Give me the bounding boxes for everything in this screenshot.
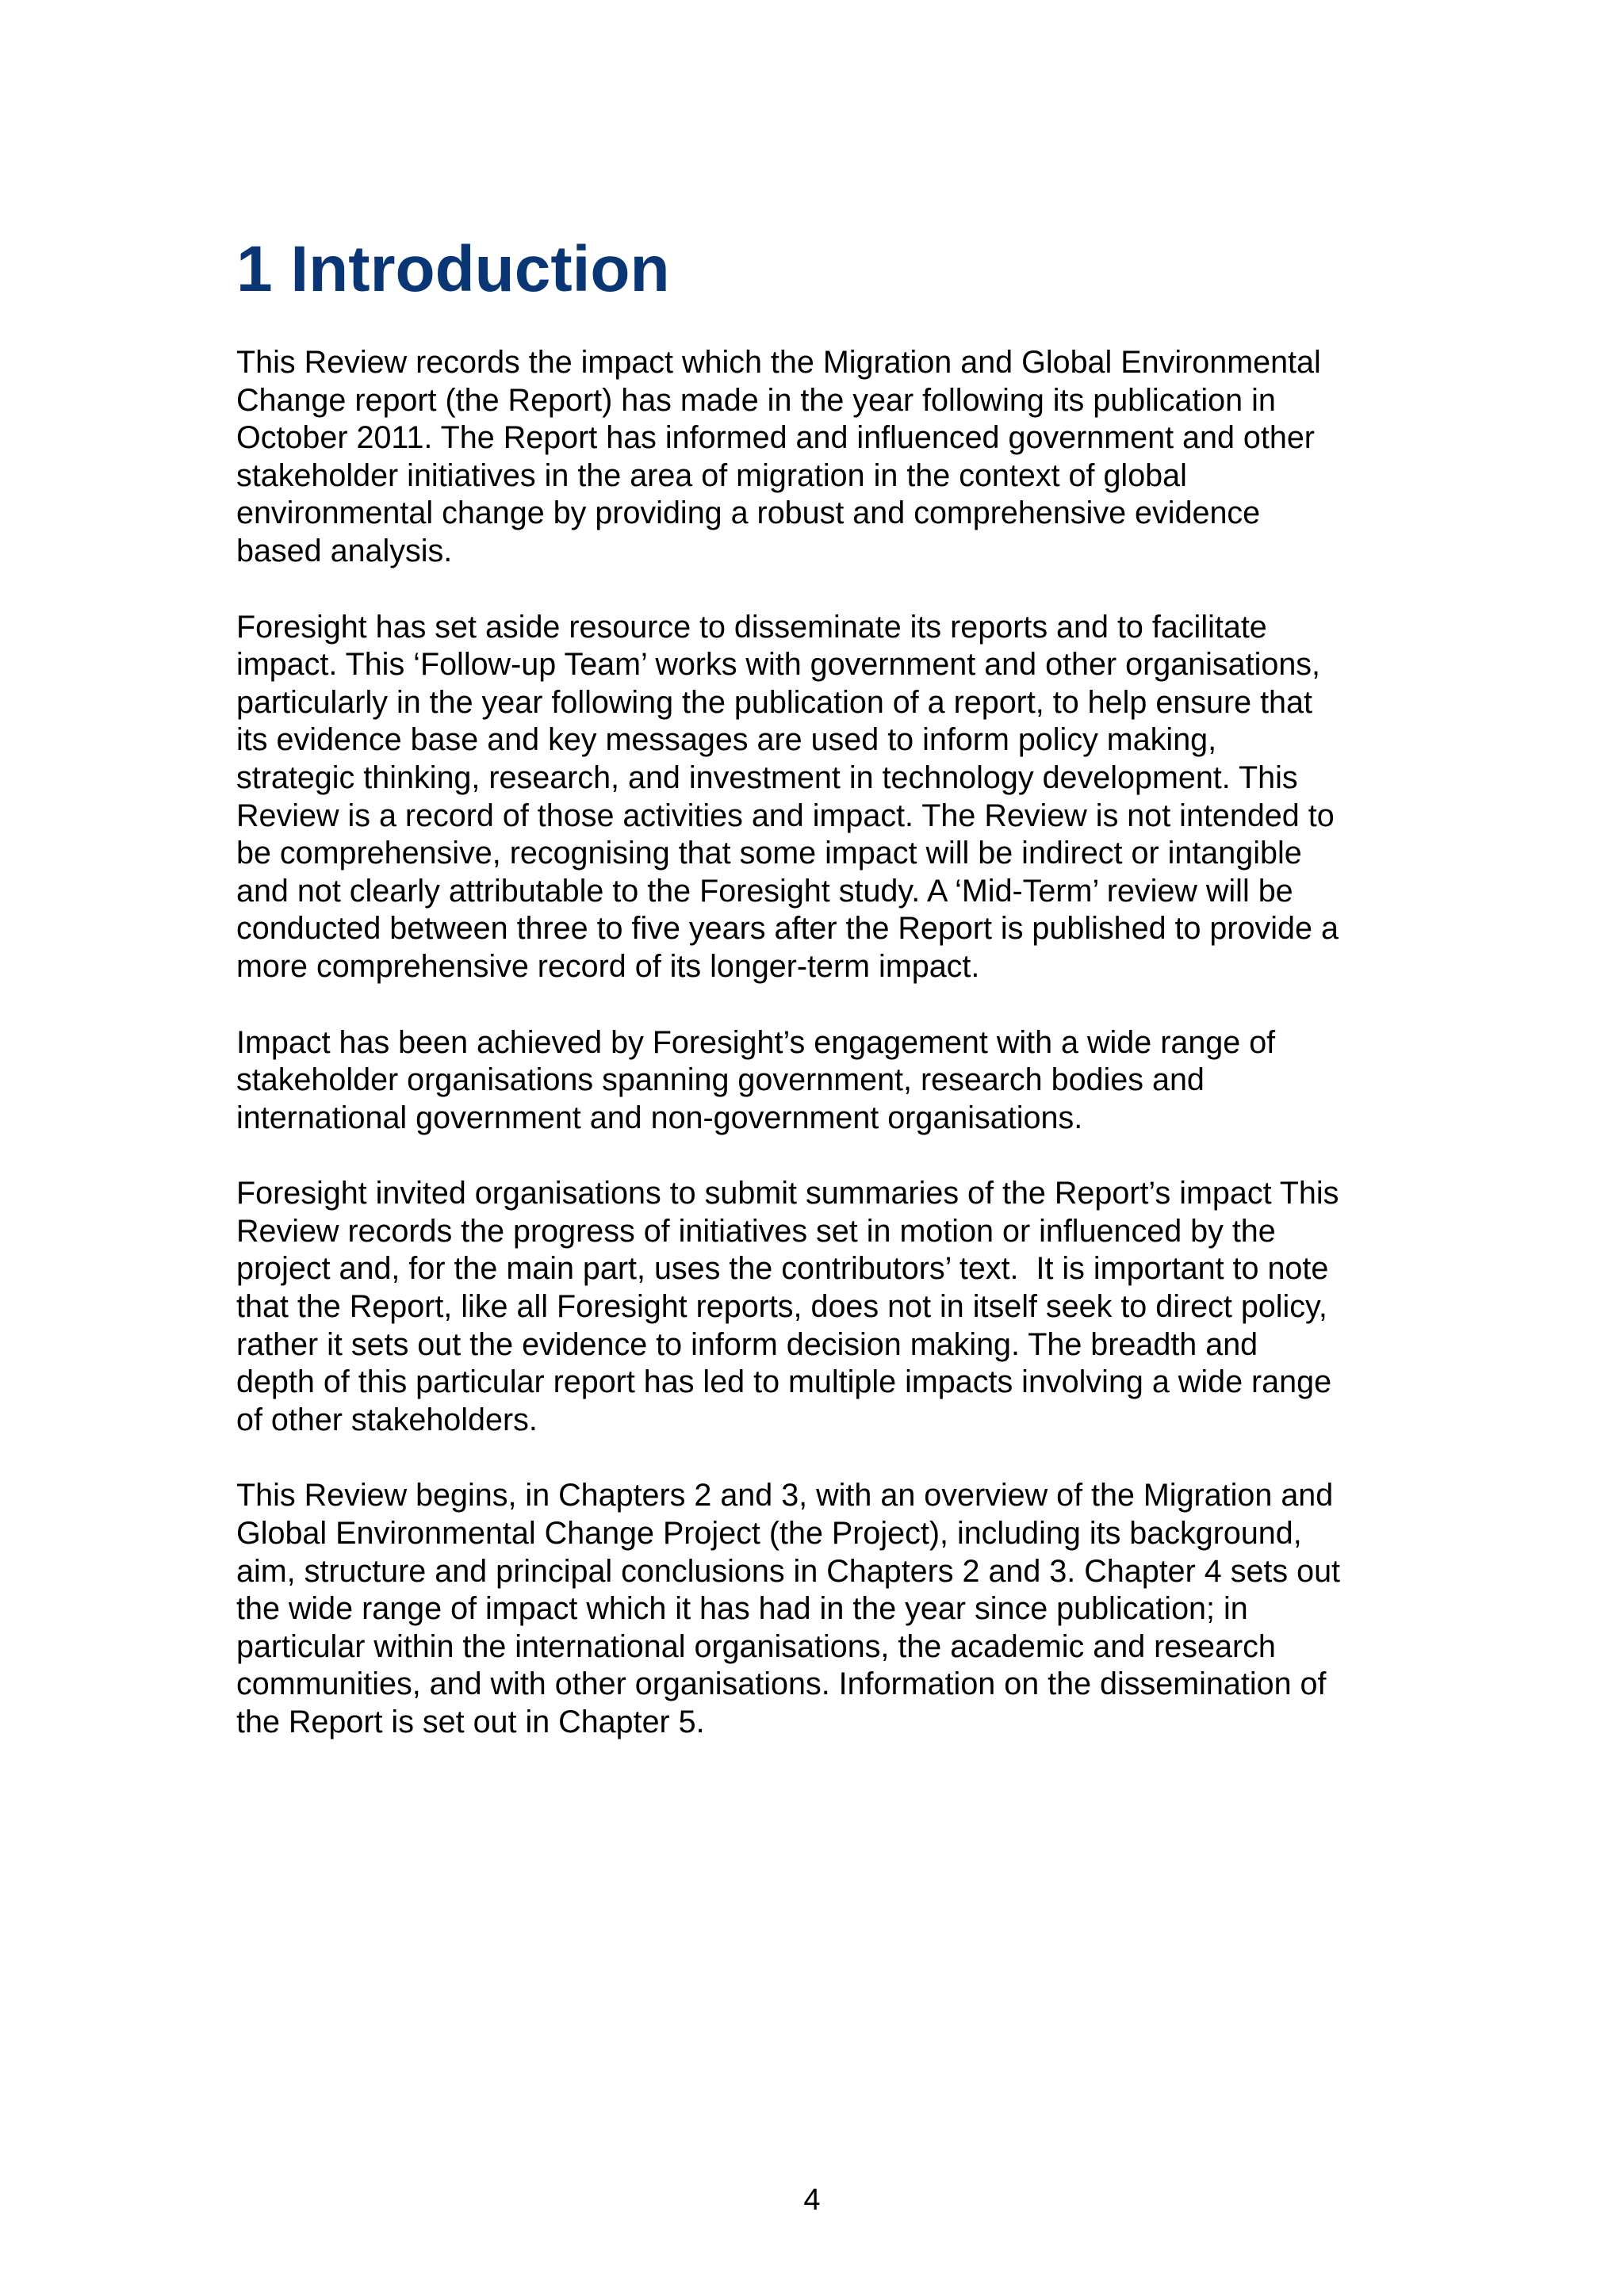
paragraph-contributions: Foresight invited organisations to submit summaries of the Report’s impact This Review records the progress of initiatives set in motion or influenced by the project and, for the main part, uses the contributors’ text. It is important to note that the Report, like all Foresight reports, does not in itself seek to direct policy, rather it sets out the evidence to inform decision making. The breadth and depth of this particular report has led to multiple impacts involving a wide range of other stakeholders. xyxy=(236,1176,1339,1437)
paragraph-engagement: Impact has been achieved by Foresight’s engagement with a wide range of stakeholder organisations spanning government, research bodies and international government and non-government organisations. xyxy=(236,1024,1276,1135)
paragraph-follow-up-team: Foresight has set aside resource to disseminate its reports and to facilitate impact. This ‘Follow-up Team’ works with government and other organisations, particularly in the year following the publication of a report, to help ensure that its evidence base and key messages are used to inform policy making, strategic thinking, research, and investment in technology development. This Review is a record of those activities and impact. The Review is not intended to be comprehensive, recognising that some impact will be indirect or intangible and not clearly attributable to the Foresight study. A ‘Mid-Term’ review will be conducted between three to five years after the Report is published to provide a more comprehensive record of its longer-term impact. xyxy=(236,609,1339,984)
body-text xyxy=(236,344,1402,1742)
section-heading: 1 Introduction xyxy=(236,233,670,305)
paragraph-intro: This Review records the impact which the Migration and Global Environmental Change report (the Report) has made in the year following its publication in October 2011. The Report has informed and influenced government and other stakeholder initiatives in the area of migration in the context of global environmental change by providing a robust and comprehensive evidence based analysis. xyxy=(236,345,1321,568)
paragraph-structure: This Review begins, in Chapters 2 and 3, with an overview of the Migration and Global Environmental Change Project (the Project), including its background, aim, structure and principal conclusions in Chapters 2 and 3. Chapter 4 sets out the wide range of impact which it has had in the year since publication; in particular within the international organisations, the academic and research communities, and with other organisations. Information on the dissemination of the Report is set out in Chapter 5. xyxy=(236,1478,1341,1739)
page-number: 4 xyxy=(803,2183,821,2217)
